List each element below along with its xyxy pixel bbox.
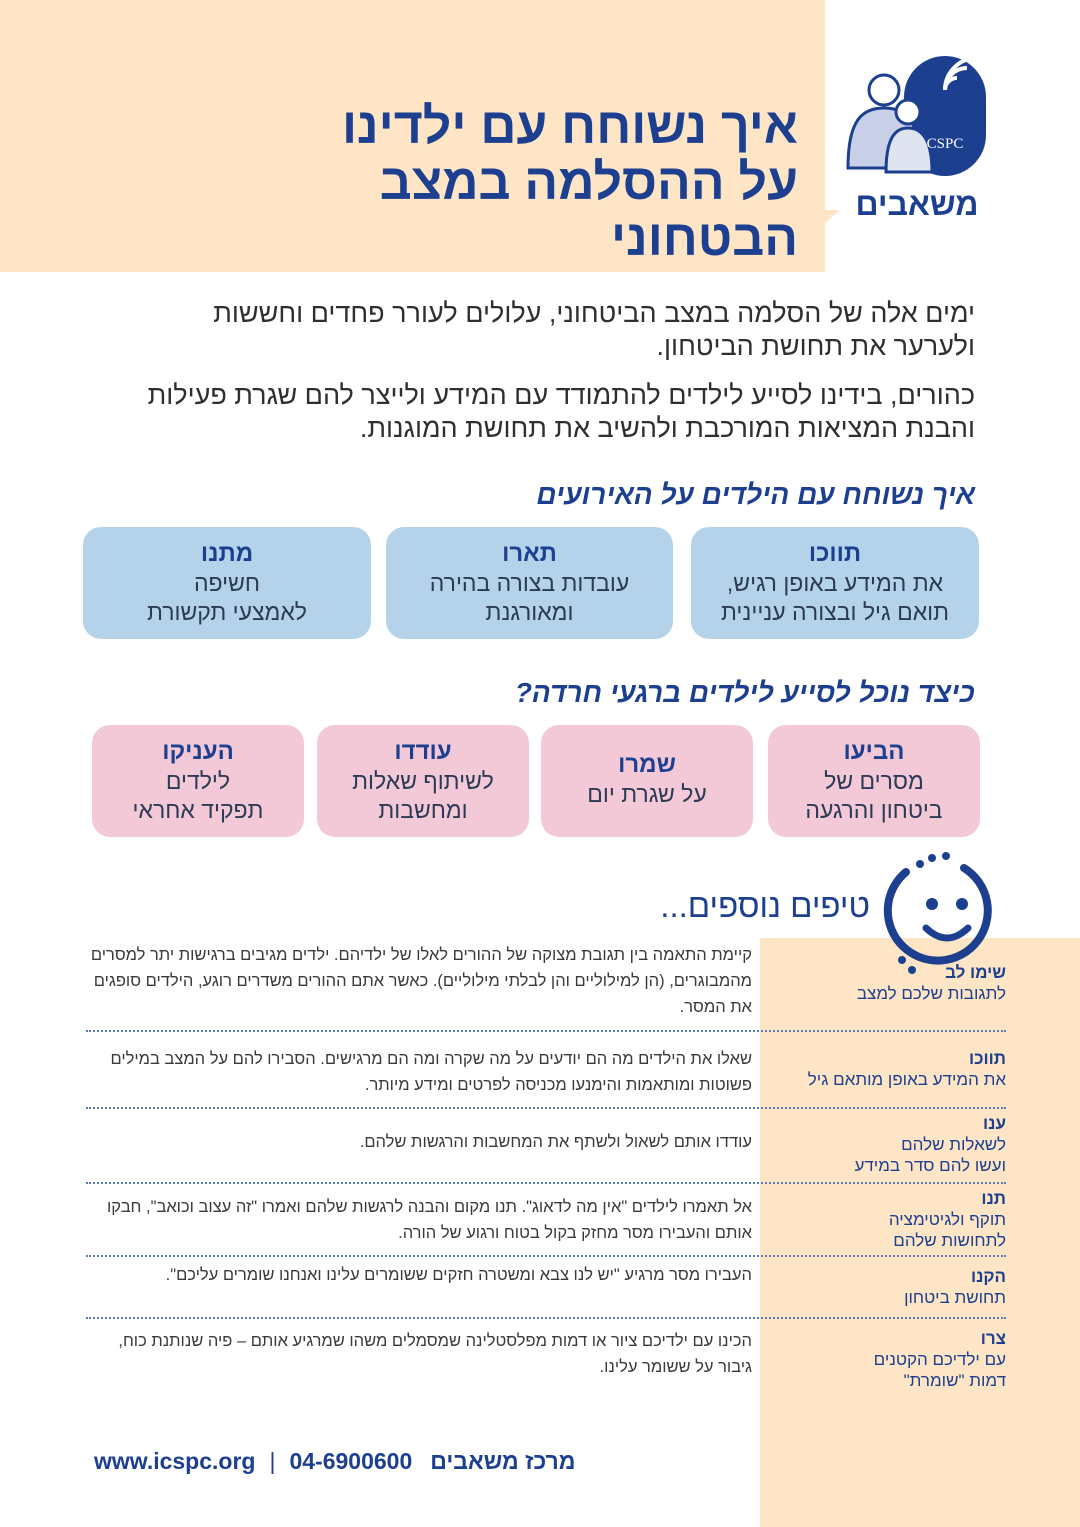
tip-label: [766, 962, 1006, 1004]
tip-sub: דמות "שומרת": [903, 1371, 1006, 1390]
page-title: [278, 98, 798, 266]
divider: [86, 1317, 1006, 1319]
card-title: עודדו: [394, 738, 452, 765]
tip-text: הכינו עם ילדיכם ציור או דמות מפלסטלינה שמסמלים משהו שמרגיע אותם – פיה שנותנת כוח, גיבור על ששומר עלינו.: [118, 1332, 752, 1376]
website-link[interactable]: www.icspc.org: [94, 1448, 256, 1474]
card-title: הביעו: [843, 738, 905, 765]
tip-text: עודדו אותם לשאול ולשתף את המחשבות והרגשות שלהם.: [359, 1133, 752, 1151]
card-line: ביטחון והרגעה: [805, 797, 943, 823]
card-title: מתנו: [200, 540, 254, 567]
footer: [94, 1448, 575, 1475]
tip-sub: לתחושות שלהם: [893, 1231, 1006, 1250]
smiley-icon: [876, 852, 1016, 980]
title-line-2: על ההסלמה במצב הבטחוני: [379, 154, 798, 266]
tip-label: [766, 1188, 1006, 1251]
tip-sub: תחושת ביטחון: [904, 1288, 1006, 1307]
card-line: על שגרת יום: [587, 781, 707, 807]
tip-key: צרו: [980, 1329, 1006, 1348]
card-line: מסרים של: [824, 768, 924, 794]
tip-label: [766, 1113, 1006, 1176]
tip-key: הקנו: [970, 1267, 1006, 1286]
logo-name: משאבים: [855, 186, 979, 222]
divider: [86, 1255, 1006, 1257]
tip-sub: לשאלות שלהם: [901, 1135, 1006, 1154]
card-title: העניקו: [162, 738, 234, 765]
card-grant: [92, 725, 304, 837]
tips-heading: טיפים נוספים...: [660, 887, 870, 924]
card-encourage: [317, 725, 529, 837]
family-logo-icon: [842, 50, 992, 190]
phone-number[interactable]: 04-6900600: [289, 1448, 413, 1474]
tip-label: [766, 1266, 1006, 1308]
tip-sub: עם ילדיכם הקטנים: [873, 1350, 1006, 1369]
card-keep: [541, 725, 753, 837]
card-describe: [386, 527, 673, 639]
organization-name: מרכז משאבים: [430, 1448, 576, 1474]
tip-text: אל תאמרו לילדים "אין מה לדאוג". תנו מקום והבנה לרגשות שלהם ואמרו "זה עצוב וכואב", חבקו אותם והעבירו מסר מחזק בקול בטוח ורגוע של הורה.: [107, 1198, 752, 1242]
card-express: [768, 725, 980, 837]
tip-label: [766, 1048, 1006, 1090]
title-line-1: איך נשוחח עם ילדינו: [341, 98, 798, 154]
tip-text: העבירו מסר מרגיע "יש לנו צבא ומשטרה חזקים ששומרים עלינו ואנחנו שומרים עליכם".: [165, 1266, 752, 1284]
card-title: שמרו: [618, 751, 676, 778]
tip-text: קיימת התאמה בין תגובת מצוקה של ההורים לאלו של ילדיהם. ילדים מגיבים ברגישות יתר למסרים מהמבוגרים, (הן למילוליים והן לבלתי מילוליים). כאשר אתם ההורים משדרים רוגע, הילדים סופגים את המסר.: [90, 946, 752, 1016]
card-title: תארו: [502, 540, 557, 567]
divider: [86, 1030, 1006, 1032]
card-line: חשיפה: [193, 570, 261, 596]
card-line: לאמצעי תקשורת: [147, 599, 307, 625]
tip-sub: לתגובות שלכם למצב: [856, 984, 1006, 1003]
card-mediate: [691, 527, 979, 639]
card-line: לילדים: [165, 768, 231, 794]
logo: [842, 50, 992, 235]
tip-sub: את המידע באופן מותאם גיל: [807, 1070, 1006, 1089]
intro-paragraph-2: כהורים, בידינו לסייע לילדים להתמודד עם המידע ולייצר להם שגרת פעילות והבנת המציאות המורכבת ולהשיב את תחושת המוגנות.: [147, 380, 975, 443]
intro-paragraph-1: ימים אלה של הסלמה במצב הביטחוני, עלולים לעורר פחדים וחששות ולערער את תחושת הביטחון.: [213, 298, 975, 361]
card-line: ומחשבות: [378, 797, 468, 823]
card-line: עובדות בצורה בהירה: [429, 570, 630, 596]
section-heading-talk: איך נשוחח עם הילדים על האירועים: [536, 479, 975, 510]
tip-key: ענו: [983, 1114, 1006, 1133]
divider: [86, 1182, 1006, 1184]
card-line: את המידע באופן רגיש,: [726, 570, 944, 596]
tip-key: תווכו: [969, 1049, 1006, 1068]
card-line: תפקיד אחראי: [132, 797, 264, 823]
tip-label: [766, 1328, 1006, 1391]
tip-sub: ועשו להם סדר במידע: [854, 1156, 1006, 1175]
card-line: לשיתוף שאלות: [352, 768, 494, 794]
tip-key: תנו: [981, 1189, 1006, 1208]
logo-sub-text: CSPC: [926, 136, 964, 152]
card-moderate: [83, 527, 371, 639]
card-title: תווכו: [808, 540, 862, 567]
card-line: ומאורגנת: [485, 599, 574, 625]
tip-text: שאלו את הילדים מה הם יודעים על מה שקרה ומה הם מרגישים. הסבירו להם על המצב במילים פשוטות ומותאמות והימנעו מכניסה לפרטים ומידע מיותר.: [110, 1050, 752, 1094]
footer-separator: |: [269, 1448, 276, 1474]
tip-key: שימו לב: [945, 963, 1006, 982]
divider: [86, 1107, 1006, 1109]
tip-sub: תוקף ולגיטימציה: [888, 1210, 1006, 1229]
card-line: תואם גיל ובצורה עניינית: [720, 599, 950, 625]
section-heading-anxiety: כיצד נוכל לסייע לילדים ברגעי חרדה?: [514, 677, 975, 708]
